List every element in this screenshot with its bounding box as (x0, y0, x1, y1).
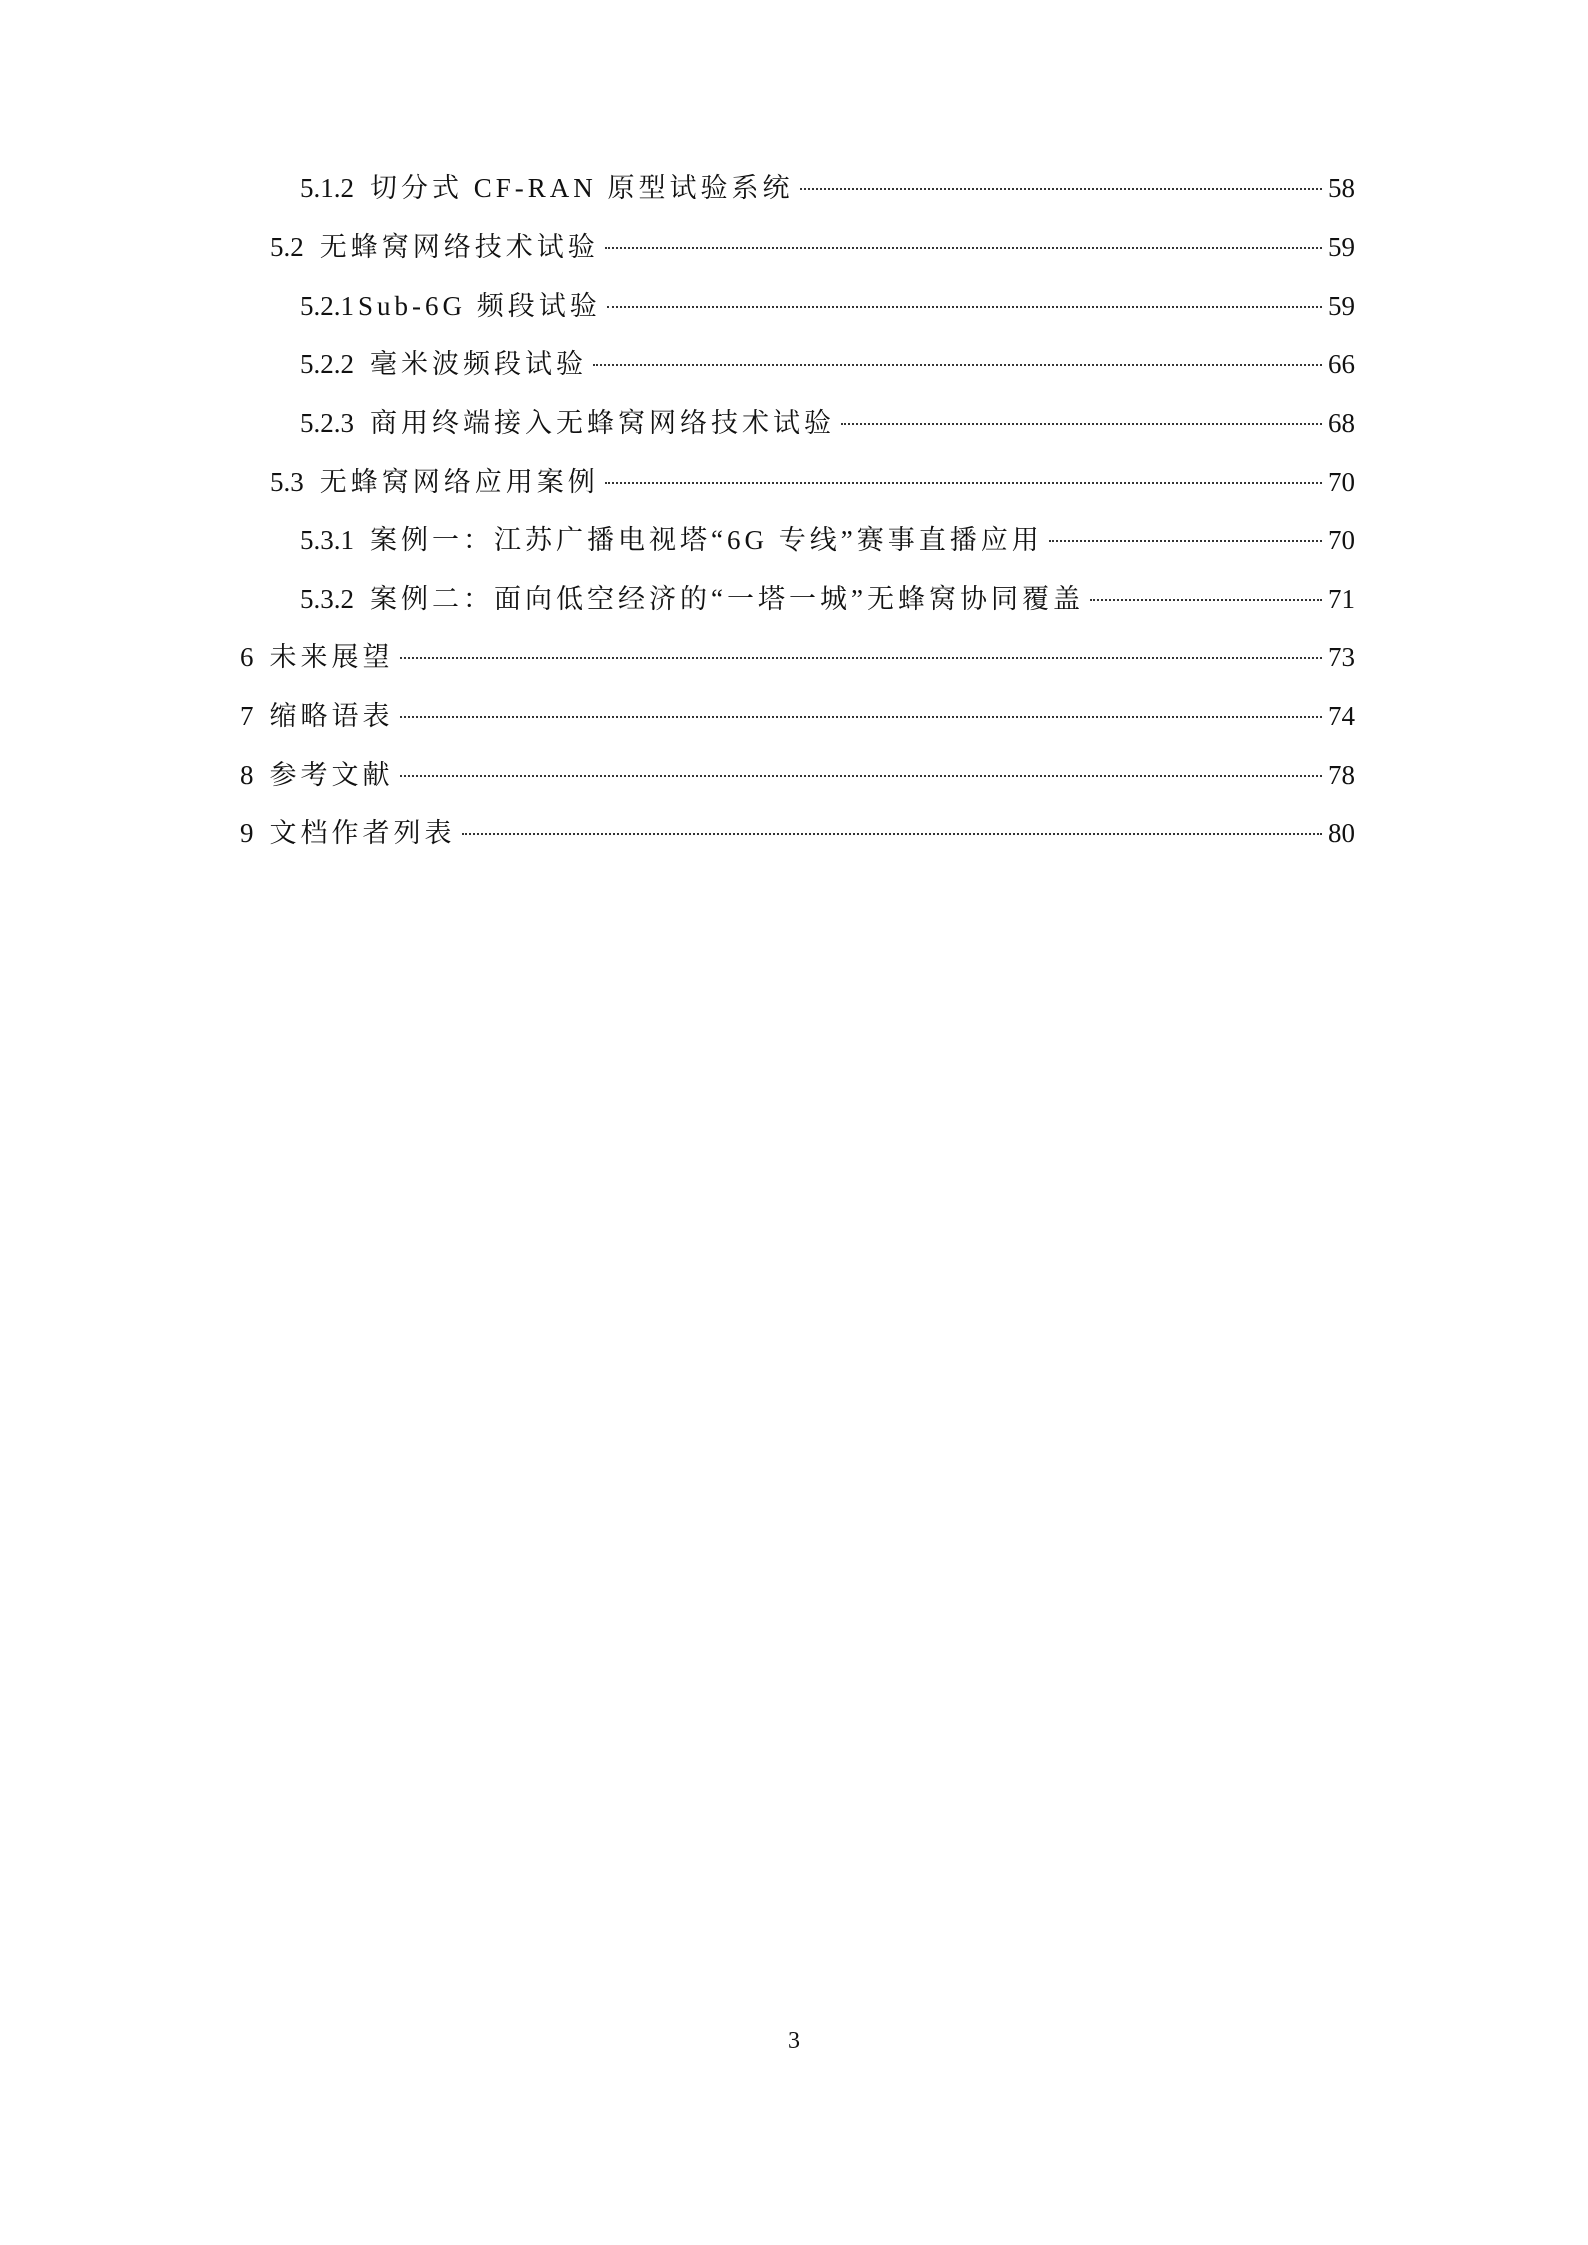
toc-entry-page: 70 (1328, 525, 1355, 555)
toc-entry-title: 案例二：面向低空经济的“一塔一城”无蜂窝协同覆盖 (370, 584, 1084, 614)
toc-entry[interactable] (270, 462, 1355, 502)
toc-entry[interactable] (240, 637, 1355, 677)
toc-entry-title: 未来展望 (269, 642, 394, 672)
toc-entry-page: 78 (1328, 760, 1355, 790)
page-number: 3 (788, 2028, 800, 2054)
toc-entry-number: 5.1.2 (300, 173, 354, 203)
toc-entry-title: 参考文献 (269, 760, 394, 790)
toc-entry-number: 5.2.2 (300, 349, 354, 379)
toc-entry-page: 59 (1328, 291, 1355, 321)
toc-dot-leader (605, 247, 1322, 249)
toc-dot-leader (400, 775, 1323, 777)
toc-entry[interactable] (270, 227, 1355, 267)
toc-entry-title: 毫米波频段试验 (370, 349, 587, 379)
toc-entry-page: 66 (1328, 349, 1355, 379)
toc-entry-number: 8 (240, 760, 254, 790)
toc-entry[interactable] (300, 168, 1355, 208)
toc-entry-page: 58 (1328, 173, 1355, 203)
toc-entry-page: 80 (1328, 818, 1355, 848)
toc-entry-number: 5.2 (270, 232, 304, 262)
toc-entry-title: 无蜂窝网络技术试验 (319, 232, 599, 262)
toc-dot-leader (841, 423, 1322, 425)
toc-entry-number: 5.3 (270, 467, 304, 497)
toc-entry-page: 68 (1328, 408, 1355, 438)
toc-entry-number: 7 (240, 701, 254, 731)
toc-dot-leader (462, 833, 1323, 835)
toc-entry-title: 商用终端接入无蜂窝网络技术试验 (370, 408, 835, 438)
toc-entry-title: 案例一：江苏广播电视塔“6G 专线”赛事直播应用 (370, 525, 1043, 555)
toc-entry[interactable] (300, 344, 1355, 384)
toc-entry-page: 59 (1328, 232, 1355, 262)
toc-entry-number: 9 (240, 818, 254, 848)
toc-entry[interactable] (240, 755, 1355, 795)
toc-entry-title: 文档作者列表 (269, 818, 456, 848)
toc-entry-title: Sub-6G 频段试验 (358, 291, 601, 321)
toc-entry[interactable] (240, 813, 1355, 853)
toc-entry-page: 73 (1328, 642, 1355, 672)
toc-entry[interactable] (300, 520, 1355, 560)
toc-entry-number: 6 (240, 642, 254, 672)
toc-dot-leader (607, 306, 1322, 308)
toc-dot-leader (400, 716, 1323, 718)
toc-entry[interactable] (300, 286, 1355, 326)
toc-entry-title: 切分式 CF-RAN 原型试验系统 (370, 173, 794, 203)
toc-entry[interactable] (240, 696, 1355, 736)
toc-dot-leader (800, 188, 1322, 190)
toc-dot-leader (400, 657, 1323, 659)
toc-entry-title: 缩略语表 (269, 701, 394, 731)
toc-entry-number: 5.2.1 (300, 291, 354, 321)
toc-dot-leader (1049, 540, 1322, 542)
toc-dot-leader (593, 364, 1322, 366)
toc-dot-leader (1090, 599, 1322, 601)
toc-entry-title: 无蜂窝网络应用案例 (319, 467, 599, 497)
toc-entry-number: 5.3.1 (300, 525, 354, 555)
toc-entry[interactable] (300, 579, 1355, 619)
toc-entry-page: 70 (1328, 467, 1355, 497)
toc-dot-leader (605, 482, 1322, 484)
toc-entry[interactable] (300, 403, 1355, 443)
toc-entry-page: 71 (1328, 584, 1355, 614)
toc-entry-number: 5.3.2 (300, 584, 354, 614)
toc-entry-page: 74 (1328, 701, 1355, 731)
toc-entry-number: 5.2.3 (300, 408, 354, 438)
